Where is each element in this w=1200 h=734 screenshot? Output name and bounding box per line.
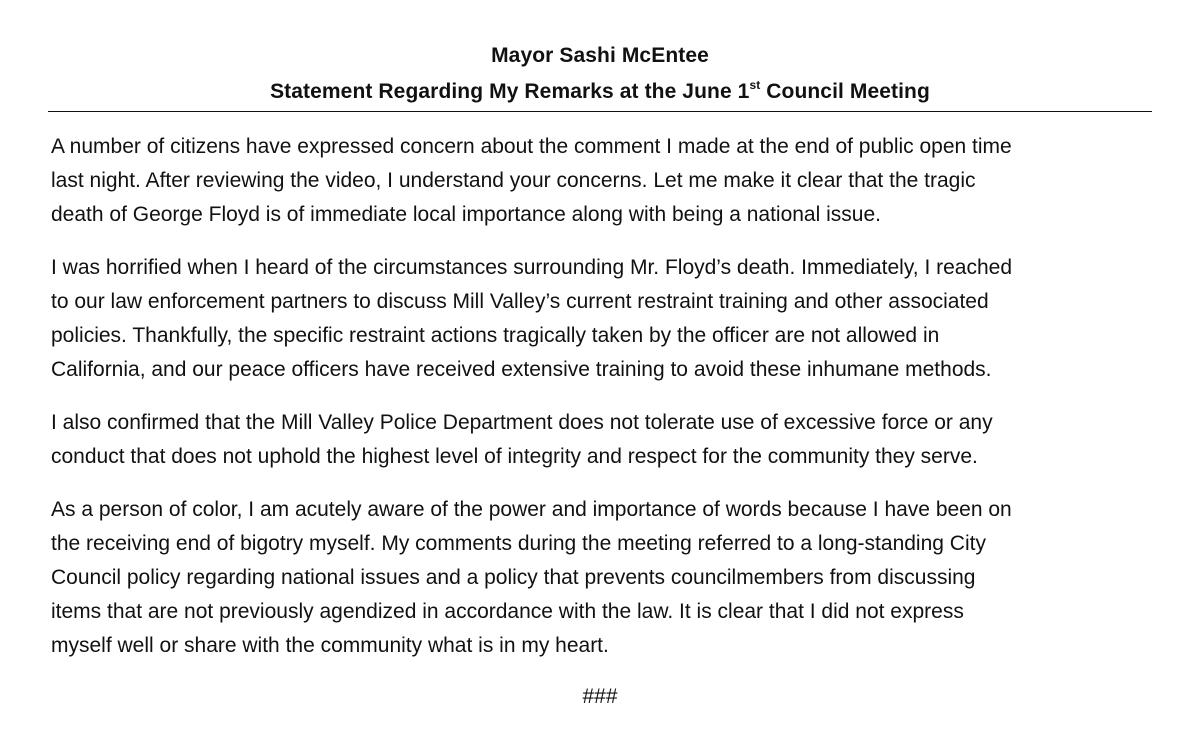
paragraph-1 bbox=[51, 130, 1161, 232]
document-title: Mayor Sashi McEntee bbox=[491, 44, 709, 67]
paragraph-4 bbox=[51, 493, 1161, 663]
header-divider bbox=[48, 111, 1152, 112]
paragraph-line: As a person of color, I am acutely aware of the power and importance of words because I have been on bbox=[51, 498, 1012, 521]
subtitle-text-before: Statement Regarding My Remarks at the June 1 bbox=[270, 80, 750, 103]
end-of-statement-mark: ### bbox=[582, 685, 618, 708]
subtitle-text-after: Council Meeting bbox=[760, 80, 930, 103]
paragraph-line: I was horrified when I heard of the circumstances surrounding Mr. Floyd’s death. Immediately, I reached bbox=[51, 256, 1013, 279]
paragraph-line: last night. After reviewing the video, I understand your concerns. Let me make it clear that the tragic bbox=[51, 169, 976, 192]
paragraph-line: myself well or share with the community what is in my heart. bbox=[51, 634, 609, 657]
paragraph-line: to our law enforcement partners to discuss Mill Valley’s current restraint training and other associated bbox=[51, 290, 989, 313]
document-header bbox=[0, 38, 1200, 110]
paragraph-line: I also confirmed that the Mill Valley Police Department does not tolerate use of excessive force or any bbox=[51, 411, 993, 434]
paragraph-3 bbox=[51, 406, 1161, 474]
paragraph-line: Council policy regarding national issues and a policy that prevents councilmembers from discussing bbox=[51, 566, 976, 589]
paragraph-line: the receiving end of bigotry myself. My comments during the meeting referred to a long-standing City bbox=[51, 532, 986, 555]
paragraph-2 bbox=[51, 251, 1161, 387]
paragraph-line: California, and our peace officers have received extensive training to avoid these inhumane methods. bbox=[51, 358, 992, 381]
paragraph-line: death of George Floyd is of immediate local importance along with being a national issue. bbox=[51, 203, 881, 226]
paragraph-line: A number of citizens have expressed concern about the comment I made at the end of public open time bbox=[51, 135, 1012, 158]
subtitle-ordinal-suffix: st bbox=[749, 78, 761, 92]
paragraph-line: conduct that does not uphold the highest level of integrity and respect for the community they serve. bbox=[51, 445, 978, 468]
paragraph-line: policies. Thankfully, the specific restraint actions tragically taken by the officer are not allowed in bbox=[51, 324, 940, 347]
paragraph-line: items that are not previously agendized in accordance with the law. It is clear that I did not express bbox=[51, 600, 964, 623]
statement-body bbox=[51, 130, 1161, 682]
document-subtitle bbox=[0, 74, 1200, 110]
